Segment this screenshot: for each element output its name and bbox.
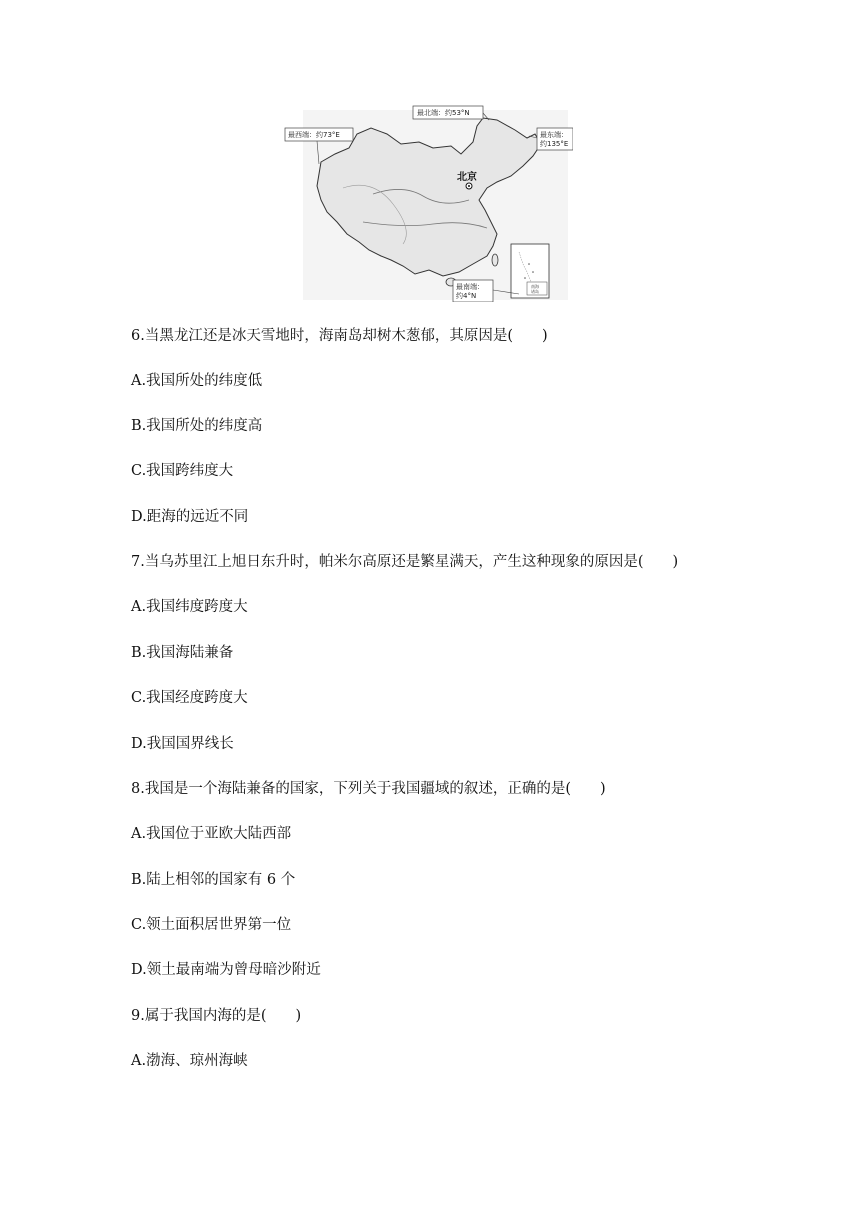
island-dot — [528, 263, 530, 265]
question-7-option-a[interactable]: A.我国纬度跨度大 — [131, 599, 248, 615]
south-extreme-label-2: 约4°N — [456, 292, 477, 300]
question-9-option-a[interactable]: A.渤海、琼州海峡 — [131, 1053, 248, 1069]
east-extreme-label-2: 约135°E — [540, 140, 569, 148]
question-8-option-d[interactable]: D.领土最南端为曾母暗沙附近 — [131, 962, 321, 978]
taiwan-island — [492, 254, 498, 266]
north-extreme-label: 最北端：约53°N — [417, 109, 470, 117]
south-extreme-label-1: 最南端： — [456, 283, 484, 291]
question-7-option-b[interactable]: B.我国海陆兼备 — [131, 645, 234, 661]
island-dot — [532, 271, 534, 273]
question-8-stem: 8.我国是一个海陆兼备的国家，下列关于我国疆域的叙述，正确的是( ) — [131, 781, 606, 797]
question-6-option-d[interactable]: D.距海的远近不同 — [131, 509, 249, 525]
inset-label-line2: 诸岛 — [531, 289, 539, 294]
question-7-option-c[interactable]: C.我国经度跨度大 — [131, 690, 248, 706]
east-extreme-label-1: 最东端： — [540, 131, 568, 139]
question-6-option-a[interactable]: A.我国所处的纬度低 — [131, 373, 263, 389]
beijing-marker-dot — [468, 185, 470, 187]
question-6-option-b[interactable]: B.我国所处的纬度高 — [131, 418, 263, 434]
china-map-figure — [283, 104, 573, 302]
question-7-option-d[interactable]: D.我国国界线长 — [131, 736, 234, 752]
question-9-stem: 9.属于我国内海的是( ) — [131, 1008, 302, 1024]
question-6-stem: 6.当黑龙江还是冰天雪地时，海南岛却树木葱郁，其原因是( ) — [131, 328, 548, 344]
west-extreme-label: 最西端：约73°E — [288, 131, 340, 139]
question-6-option-c[interactable]: C.我国跨纬度大 — [131, 463, 234, 479]
question-7-stem: 7.当乌苏里江上旭日东升时，帕米尔高原还是繁星满天，产生这种现象的原因是( ) — [131, 554, 679, 570]
beijing-label: 北京 — [457, 172, 477, 183]
question-8-option-c[interactable]: C.领土面积居世界第一位 — [131, 917, 292, 933]
inset-label-line1: 南海 — [531, 284, 539, 289]
island-dot — [524, 277, 526, 279]
question-8-option-b[interactable]: B.陆上相邻的国家有 6 个 — [131, 872, 296, 888]
question-8-option-a[interactable]: A.我国位于亚欧大陆西部 — [131, 826, 292, 842]
